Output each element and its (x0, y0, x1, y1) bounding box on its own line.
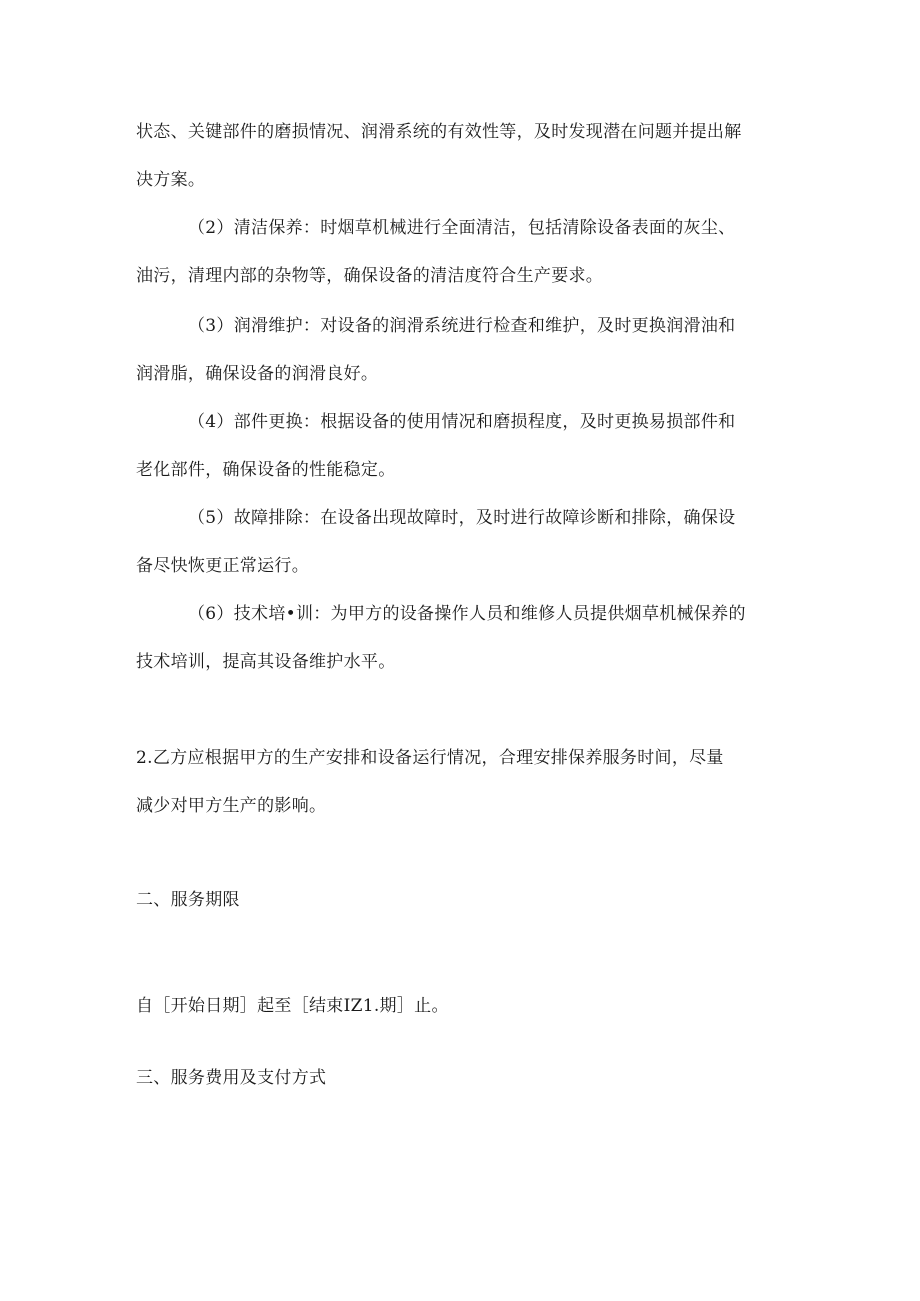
clause-2-line-1: 2.乙方应根据甲方的生产安排和设备运行情况，合理安排保养服务时间，尽量 (136, 748, 724, 768)
section-heading-service-period: 二、服务期限 (136, 890, 240, 910)
paragraph-lubrication-line-2: 润滑脂，确保设备的润滑良好。 (136, 364, 379, 384)
paragraph-training-line-1: （6）技术培•训：为甲方的设备操作人员和维修人员提供烟草机械保养的 (188, 604, 746, 624)
paragraph-lubrication-line-1: （3）润滑维护：对设备的润滑系统进行检查和维护，及时更换润滑油和 (188, 316, 736, 336)
paragraph-parts-line-1: （4）部件更换：根据设备的使用情况和磨损程度，及时更换易损部件和 (188, 412, 736, 432)
paragraph-training-line-2: 技术培训，提高其设备维护水平。 (136, 652, 396, 672)
paragraph-troubleshooting-line-1: （5）故障排除：在设备出现故障时，及时进行故障诊断和排除，确保设 (188, 508, 736, 528)
paragraph-cleaning-line-1: （2）清洁保养：时烟草机械进行全面清洁，包括清除设备表面的灰尘、 (188, 218, 736, 238)
paragraph-troubleshooting-line-2: 备尽快恢更正常运行。 (136, 556, 309, 576)
paragraph-inspection-line-1: 状态、关键部件的磨损情况、润滑系统的有效性等，及时发现潜在问题并提出解 (136, 122, 742, 142)
service-period-text: 自［开始日期］起至［结束IZ1.期］止。 (136, 996, 449, 1016)
paragraph-parts-line-2: 老化部件，确保设备的性能稳定。 (136, 460, 396, 480)
paragraph-cleaning-line-2: 油污，清理内部的杂物等，确保设备的清洁度符合生产要求。 (136, 266, 604, 286)
section-heading-fees-payment: 三、服务费用及支付方式 (136, 1068, 327, 1088)
paragraph-inspection-line-2: 决方案。 (136, 170, 206, 190)
clause-2-line-2: 减少对甲方生产的影响。 (136, 796, 327, 816)
